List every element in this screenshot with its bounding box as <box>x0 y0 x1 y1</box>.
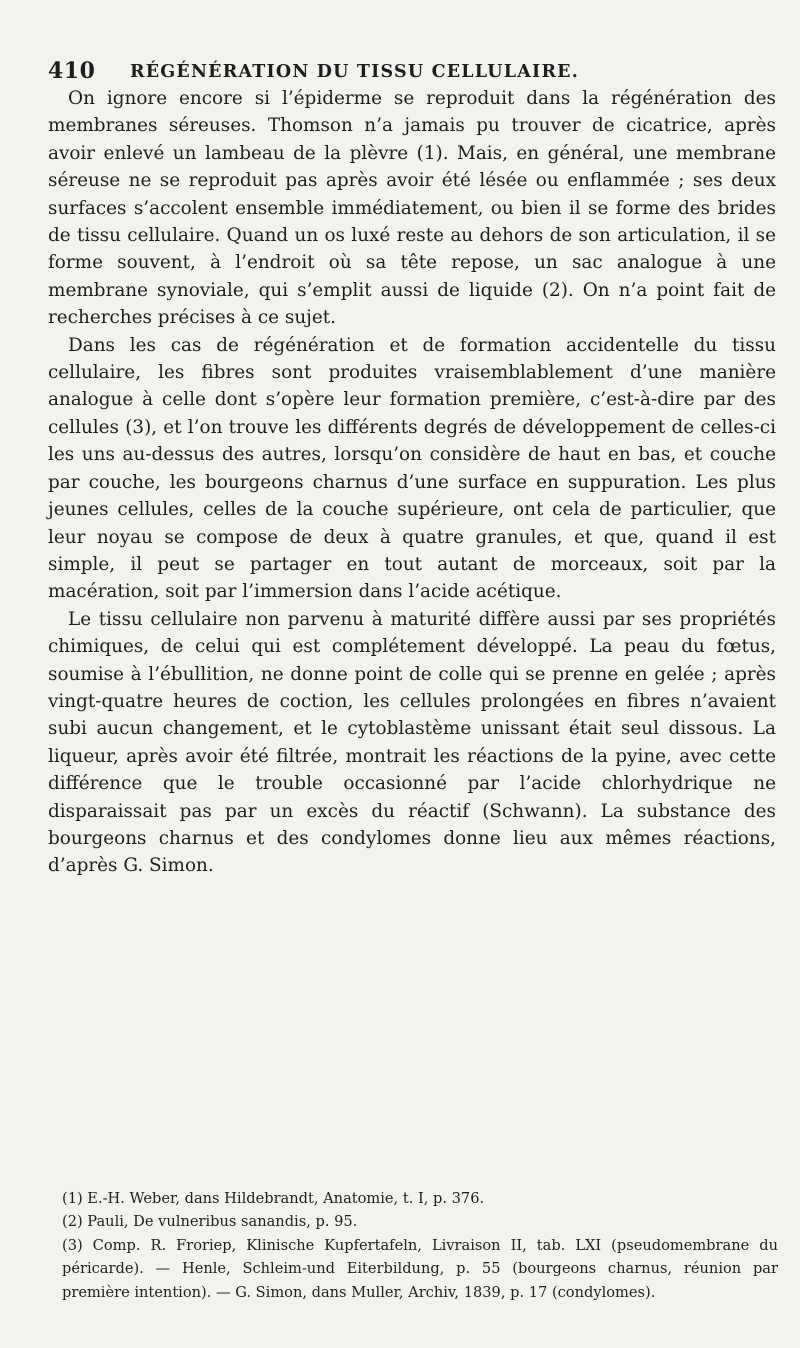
body-text <box>48 85 776 880</box>
page-number: 410 <box>48 58 96 84</box>
paragraph: Le tissu cellulaire non parvenu à maturité diffère aussi par ses propriétés chimiques, de celui qui est complétement développé. La peau du fœtus, soumise à l’ébullition, ne donne point de colle qui se prenne en gelée ; après vingt-quatre heures de coction, les cellules prolongées en fibres n’avaient subi aucun changement, et le cytoblastème unissant était seul dissous. La liqueur, après avoir été filtrée, montrait les réactions de la pyine, avec cette différence que le trouble occasionné par l’acide chlorhydrique ne disparaissait pas par un excès du réactif (Schwann). La substance des bourgeons charnus et des condylomes donne lieu aux mêmes réactions, d’après G. Simon. <box>48 608 776 877</box>
footnote: (2) Pauli, De vulneribus sanandis, p. 95. <box>62 1213 358 1231</box>
paragraph: On ignore encore si l’épiderme se reproduit dans la régénération des membranes séreuses. Thomson n’a jamais pu trouver de cicatrice, après avoir enlevé un lambeau de la plèvre (1). Mais, en général, une membrane séreuse ne se reproduit pas après avoir été lésée ou enflammée ; ses deux surfaces s’accolent ensemble immédiatement, ou bien il se forme des brides de tissu cellulaire. Quand un os luxé reste au dehors de son articulation, il se forme souvent, à l’endroit où sa tête repose, un sac analogue à une membrane synoviale, qui s’emplit aussi de liquide (2). On n’a point fait de recherches précises à ce sujet. <box>48 88 776 329</box>
running-title: RÉGÉNÉRATION DU TISSU CELLULAIRE. <box>130 62 580 82</box>
page-header <box>48 58 773 88</box>
footnotes <box>48 1187 778 1304</box>
footnote: (1) E.-H. Weber, dans Hildebrandt, Anatomie, t. I, p. 376. <box>62 1190 485 1207</box>
paragraph: Dans les cas de régénération et de formation accidentelle du tissu cellulaire, les fibres sont produites vraisemblablement d’une manière analogue à celle dont s’opère leur formation première, c’est-à-dire par des cellules (3), et l’on trouve les différents degrés de développement de celles-ci les uns au-dessus des autres, lorsqu’on considère de haut en bas, et couche par couche, les bourgeons charnus d’une surface en suppuration. Les plus jeunes cellules, celles de la couche supérieure, ont cela de particulier, que leur noyau se compose de deux à quatre granules, et que, quand il est simple, il peut se partager en tout autant de morceaux, soit par la macération, soit par l’immersion dans l’acide acétique. <box>48 334 776 603</box>
footnote: (3) Comp. R. Froriep, Klinische Kupfertafeln, Livraison II, tab. LXI (pseudomembrane du péricarde). — Henle, Schleim-und Eiterbildung, p. 55 (bourgeons charnus, réunion par première intention). — G. Simon, dans Muller, Archiv, 1839, p. 17 (condylomes). <box>62 1236 778 1301</box>
